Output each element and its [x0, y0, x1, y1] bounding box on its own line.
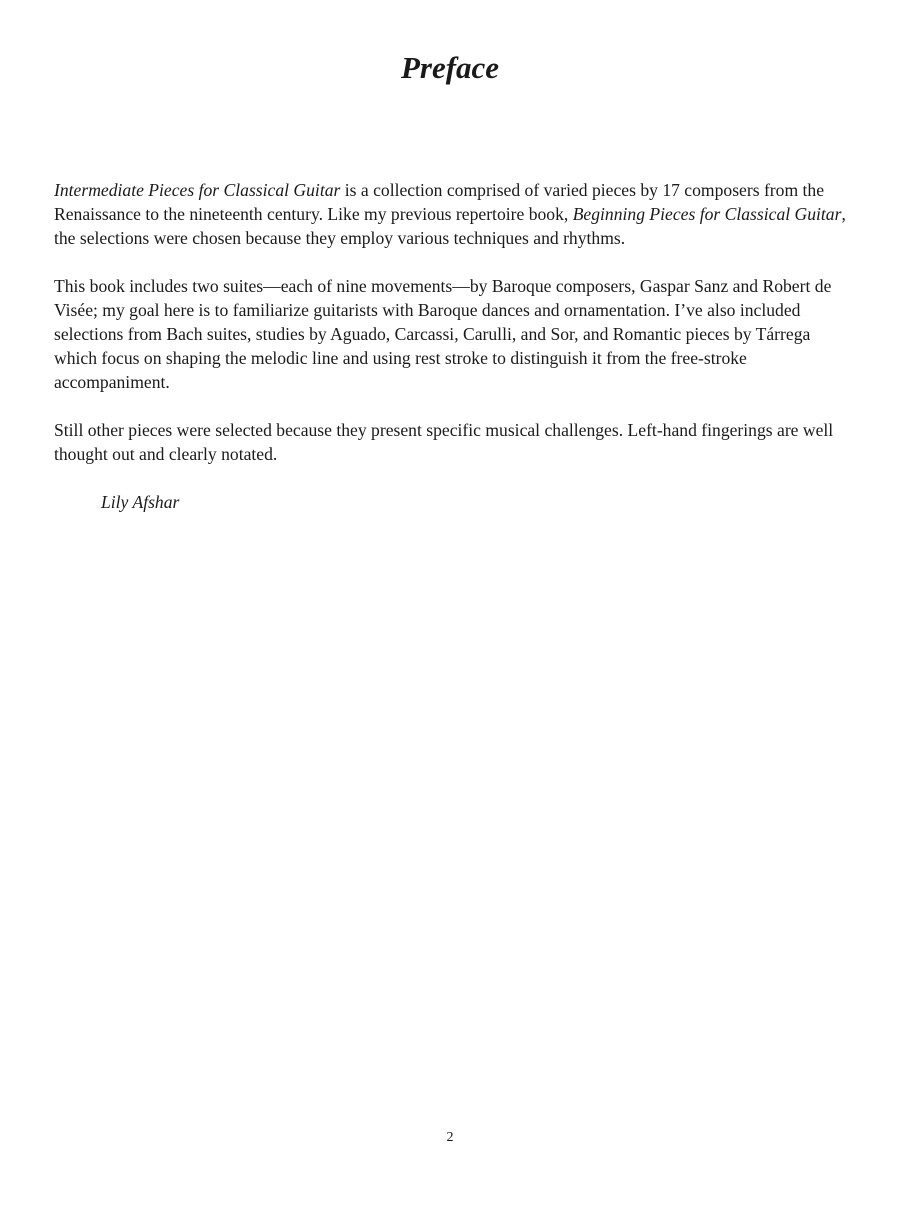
preface-paragraph-2: This book includes two suites—each of nine movements—by Baroque composers, Gaspar Sanz and Robert de Visée; my goal here is to familiarize guitarists with Baroque dances and ornamentation. I’ve also included selections from Bach suites, studies by Aguado, Carcassi, Carulli, and Sor, and Romantic pieces by Tárrega which focus on shaping the melodic line and using rest stroke to distinguish it from the free-stroke accompaniment.	[54, 276, 832, 392]
page-title: Preface	[400, 50, 500, 85]
paragraph-1-text-a: is a collection comprised of varied pieces by 17 composers from the Renaissance to the nineteenth century. Like my previous repertoire book,	[54, 180, 825, 224]
book-title-intermediate: Intermediate Pieces for Classical Guitar	[54, 180, 341, 200]
page-number: 2	[446, 1130, 454, 1145]
book-title-beginning: Beginning Pieces for Classical Guitar	[572, 204, 842, 224]
paragraph-1-text-b: , the selections were chosen because they employ various techniques and rhythms.	[54, 204, 846, 248]
preface-paragraph-3: Still other pieces were selected because they present specific musical challenges. Left-hand fingerings are well thought out and clearly notated.	[54, 420, 834, 464]
preface-paragraph-1	[54, 178, 854, 250]
preface-body	[54, 178, 854, 514]
author-signature: Lily Afshar	[101, 492, 180, 512]
